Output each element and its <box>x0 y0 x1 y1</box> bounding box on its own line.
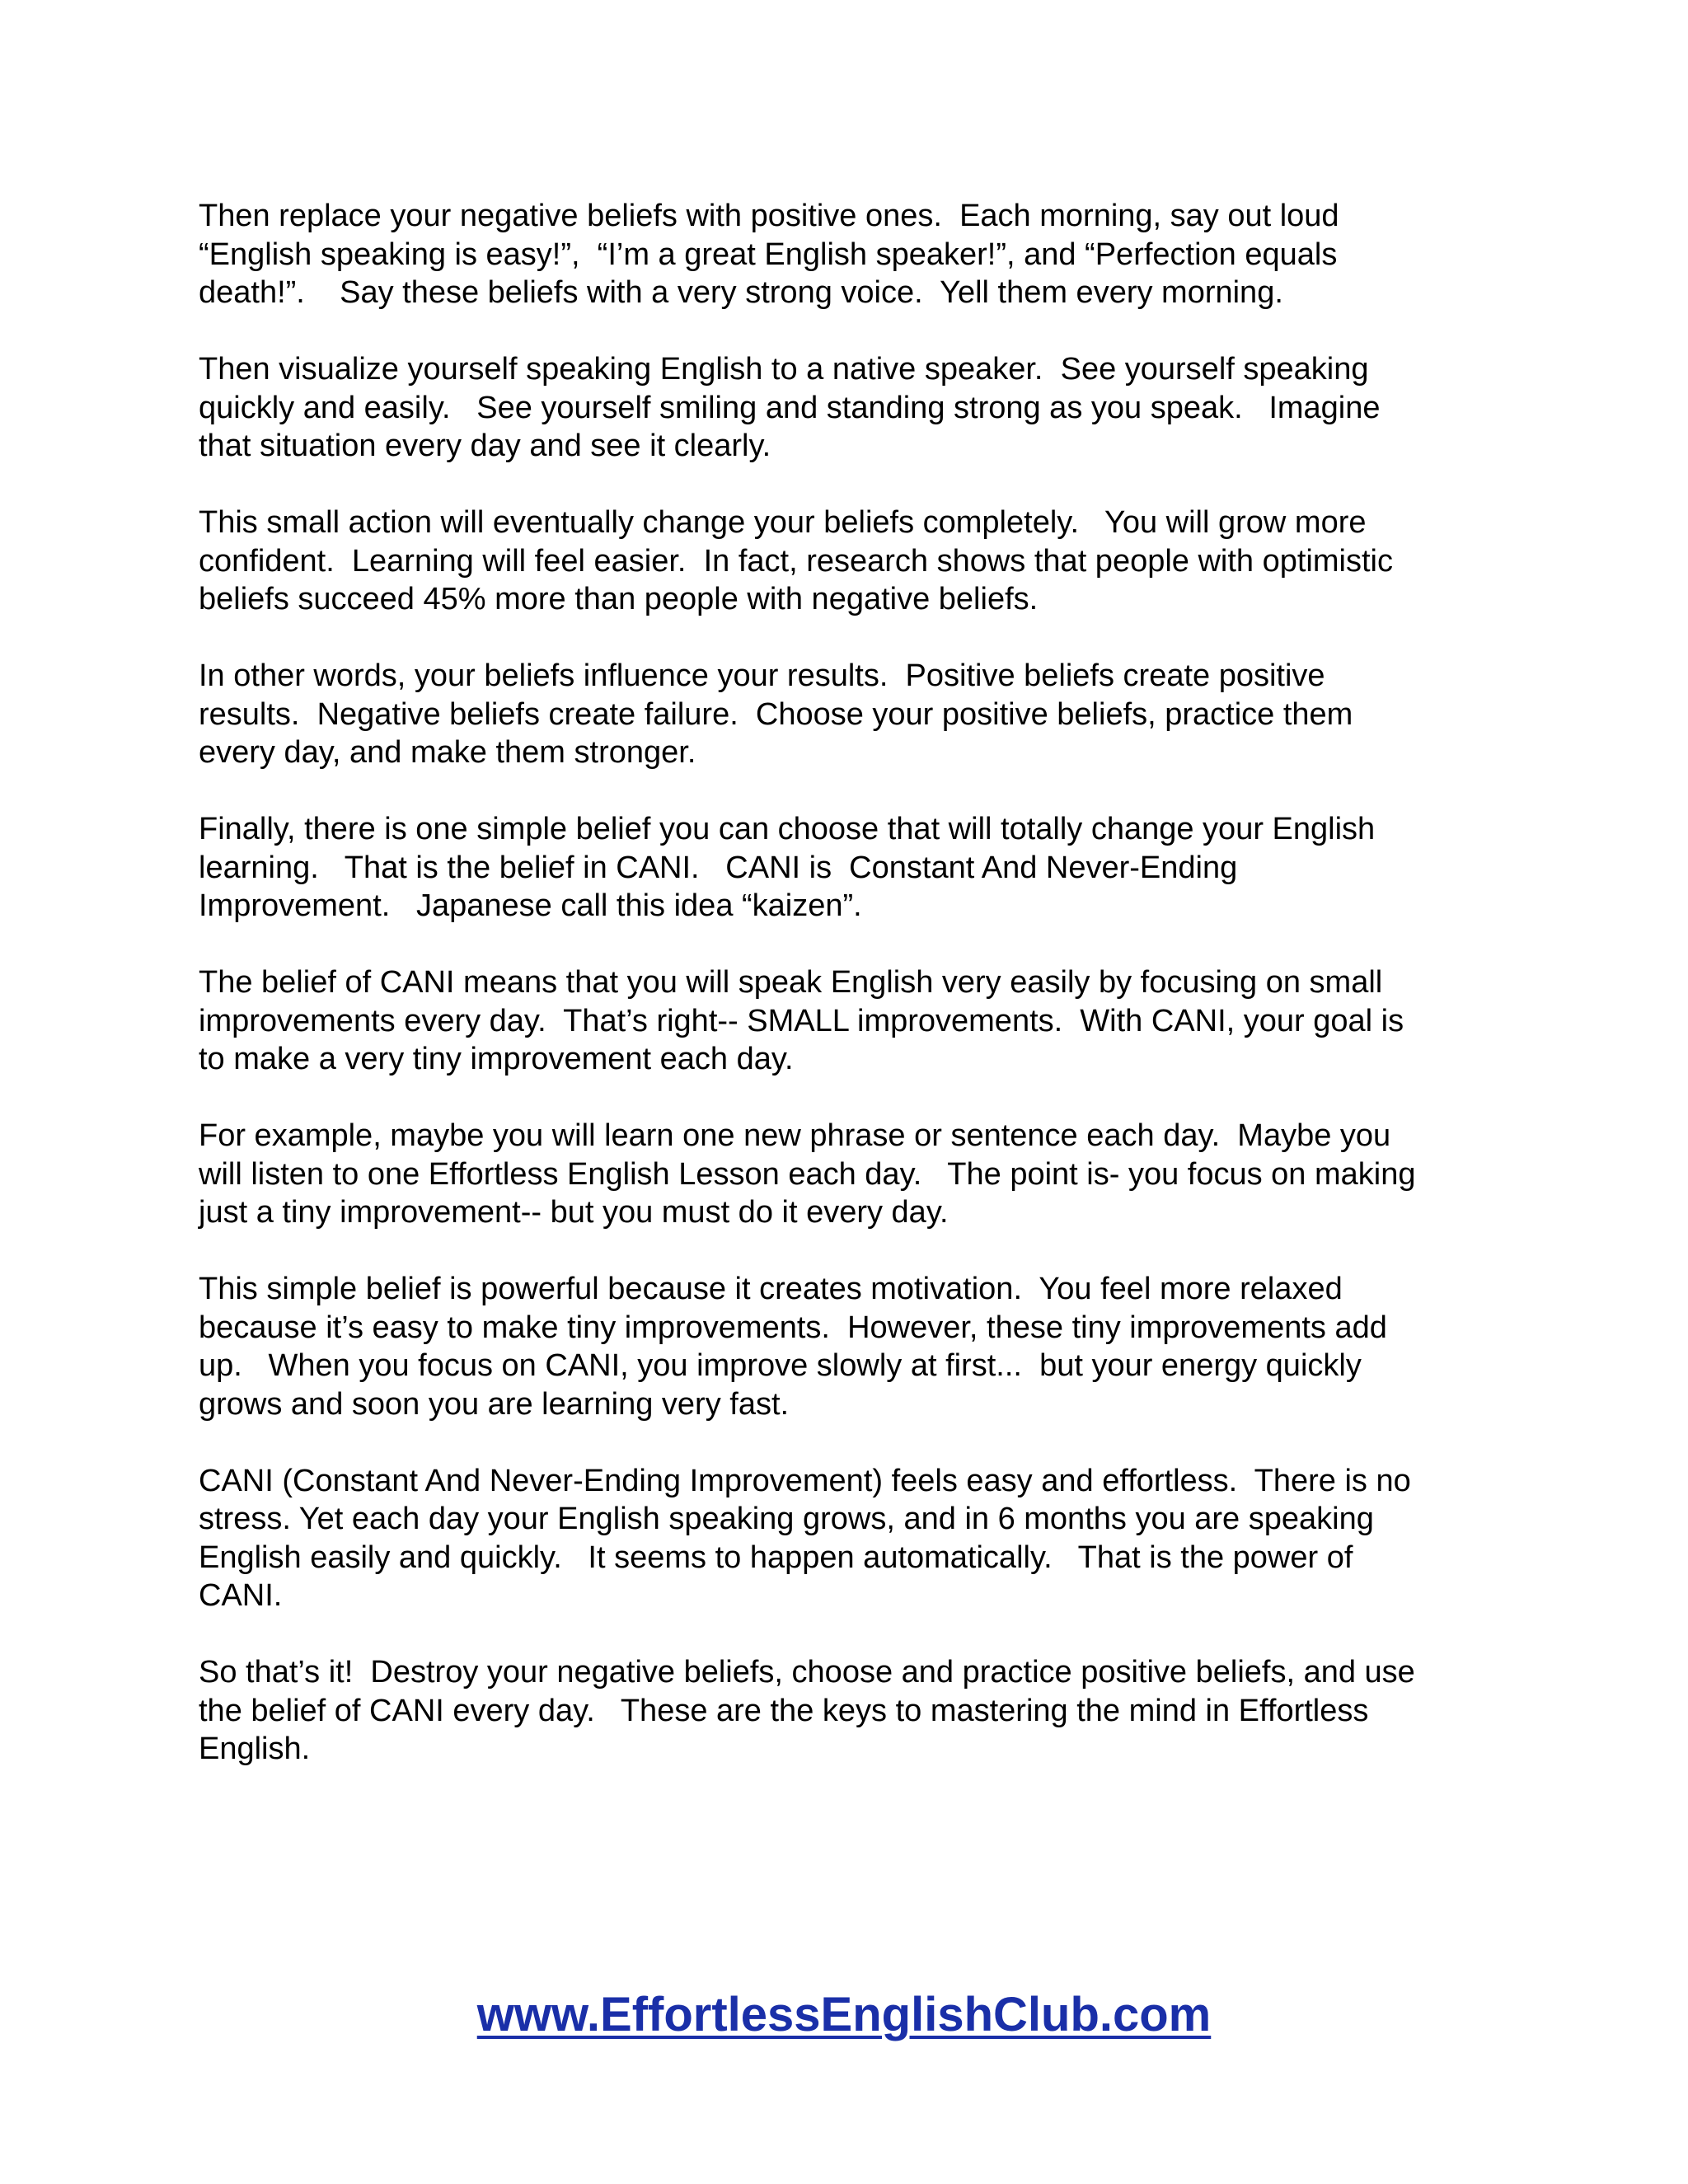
text-line: learning. That is the belief in CANI. CANI is Constant And Never-Ending <box>199 850 1238 885</box>
paragraph-example <box>199 1117 1517 1232</box>
footer <box>0 1986 1688 2044</box>
text-line: Improvement. Japanese call this idea “kaizen”. <box>199 888 862 923</box>
text-line: “English speaking is easy!”, “I’m a great English speaker!”, and “Perfection equals <box>199 237 1338 272</box>
paragraph-conclusion <box>199 1653 1517 1769</box>
text-line: just a tiny improvement-- but you must do it every day. <box>199 1195 949 1230</box>
text-line: Then visualize yourself speaking English to a native speaker. See yourself speaking <box>199 352 1369 387</box>
text-line: to make a very tiny improvement each day. <box>199 1042 794 1076</box>
paragraph-cani-meaning <box>199 963 1517 1079</box>
text-line: English easily and quickly. It seems to happen automatically. That is the power of <box>199 1540 1353 1575</box>
text-line: up. When you focus on CANI, you improve slowly at first... but your energy quickly <box>199 1348 1362 1383</box>
paragraph-visualize <box>199 350 1517 466</box>
text-line: So that’s it! Destroy your negative beliefs, choose and practice positive beliefs, and use <box>199 1655 1415 1690</box>
text-line: the belief of CANI every day. These are the keys to mastering the mind in Effortless <box>199 1693 1369 1728</box>
paragraph-cani-effortless <box>199 1462 1517 1615</box>
text-line: CANI. <box>199 1578 283 1613</box>
text-line: CANI (Constant And Never-Ending Improvement) feels easy and effortless. There is no <box>199 1463 1411 1498</box>
paragraph-small-action <box>199 504 1517 619</box>
text-line: will listen to one Effortless English Lesson each day. The point is- you focus on making <box>199 1156 1416 1192</box>
text-line: that situation every day and see it clearly. <box>199 429 771 463</box>
text-line: confident. Learning will feel easier. In fact, research shows that people with optimistic <box>199 543 1393 579</box>
paragraph-positive-beliefs <box>199 197 1517 312</box>
text-line: every day, and make them stronger. <box>199 735 696 770</box>
text-line: In other words, your beliefs influence your results. Positive beliefs create positive <box>199 658 1325 693</box>
text-line: quickly and easily. See yourself smiling and standing strong as you speak. Imagine <box>199 390 1381 425</box>
text-line: English. <box>199 1732 311 1766</box>
body-text <box>199 197 1517 1807</box>
text-line: grows and soon you are learning very fast. <box>199 1386 790 1422</box>
text-line: improvements every day. That’s right-- SMALL improvements. With CANI, your goal is <box>199 1003 1404 1038</box>
text-line: results. Negative beliefs create failure. Choose your positive beliefs, practice them <box>199 696 1353 732</box>
website-link[interactable]: www.EffortlessEnglishClub.com <box>476 1988 1212 2041</box>
text-line: Then replace your negative beliefs with positive ones. Each morning, say out loud <box>199 199 1339 233</box>
text-line: because it’s easy to make tiny improvements. However, these tiny improvements add <box>199 1310 1387 1345</box>
text-line: death!”. Say these beliefs with a very strong voice. Yell them every morning. <box>199 275 1283 310</box>
text-line: The belief of CANI means that you will speak English very easily by focusing on small <box>199 965 1383 1000</box>
text-line: stress. Yet each day your English speaking grows, and in 6 months you are speaking <box>199 1502 1374 1536</box>
text-line: This small action will eventually change your beliefs completely. You will grow more <box>199 505 1367 540</box>
paragraph-cani-intro <box>199 810 1517 926</box>
paragraph-beliefs-influence <box>199 657 1517 772</box>
paragraph-motivation <box>199 1270 1517 1423</box>
text-line: This simple belief is powerful because it creates motivation. You feel more relaxed <box>199 1272 1343 1306</box>
text-line: beliefs succeed 45% more than people with negative beliefs. <box>199 582 1039 616</box>
text-line: Finally, there is one simple belief you can choose that will totally change your English <box>199 812 1376 846</box>
text-line: For example, maybe you will learn one new phrase or sentence each day. Maybe you <box>199 1118 1391 1153</box>
